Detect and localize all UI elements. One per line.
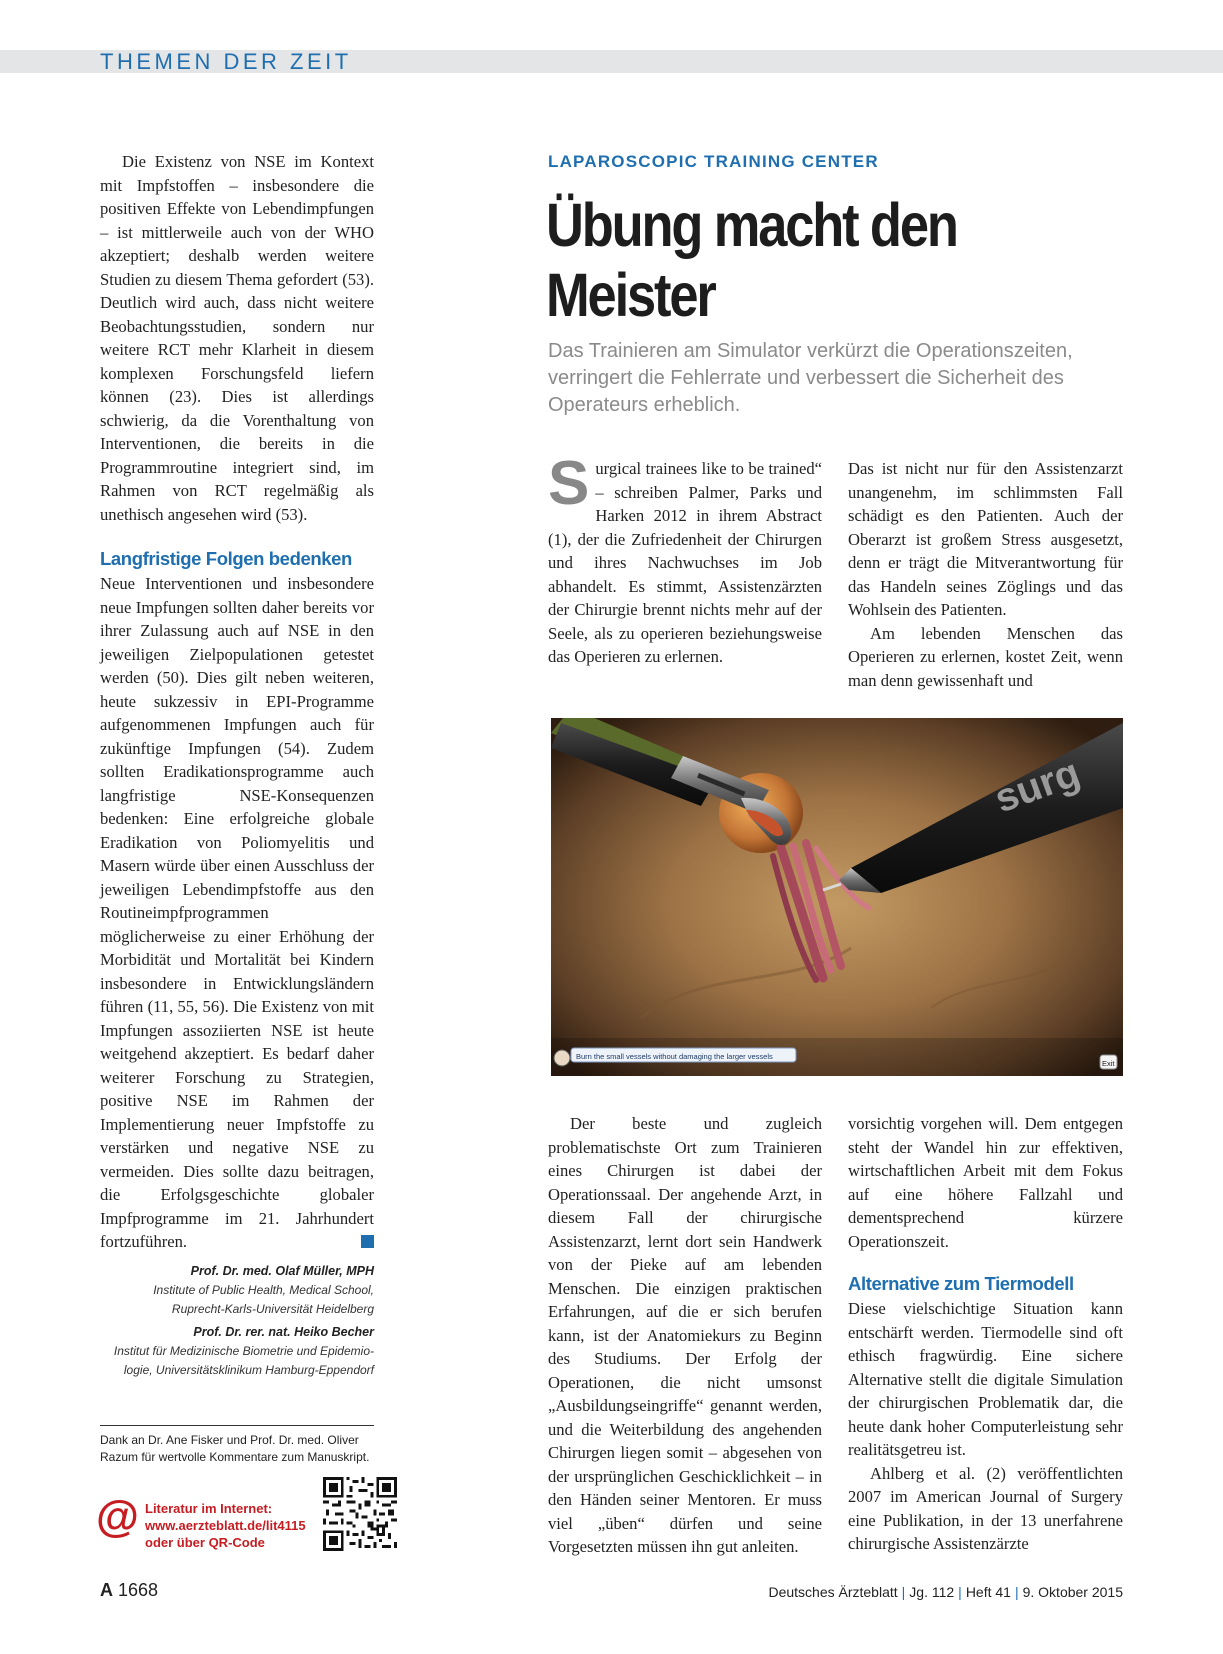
article-subhead: Alternative zum Tiermodell — [848, 1273, 1074, 1294]
left-subhead: Langfristige Folgen bedenken — [100, 548, 352, 569]
footer-journal: Deutsches Ärzteblatt — [768, 1584, 898, 1600]
article-headline — [546, 190, 1028, 330]
author-2-institute-line-1: Institut für Medizinische Biometrie und Epidemio- — [113, 1343, 374, 1358]
article-col1-top-text: urgical trainees like to be trained“ – schreiben Palmer, Parks und Harken 2012 in ihrem Abstract (1), der die Zufriedenheit der Chirurgen und ihres Nachwuchses im Job abhandelt. Es stimmt, Assistenzärzten der Chirurgie brennt nichts mehr auf der Seele, als zu operieren beziehungsweise das Operieren zu erlernen. — [548, 459, 822, 666]
headline-line-2: Meister — [546, 261, 715, 329]
author-2-institute-line-2: logie, Universitätsklinikum Hamburg-Eppendorf — [123, 1362, 374, 1377]
drop-cap: S — [548, 449, 590, 518]
literature-link[interactable] — [145, 1500, 306, 1551]
footer-citation: Deutsches Ärzteblatt | Jg. 112 | Heft 41 | 9. Oktober 2015 — [768, 1584, 1123, 1600]
instructor-avatar-icon — [554, 1050, 570, 1066]
surgical-simulator-photo — [551, 718, 1123, 1076]
author-1-institute-line-2: Ruprecht-Karls-Universität Heidelberg — [171, 1301, 374, 1316]
author-1-institute-line-1: Institute of Public Health, Medical School, — [153, 1282, 374, 1297]
article-col2-top-paragraph-1: Das ist nicht nur für den Assistenzarzt unangenehm, im schlimmsten Fall schädigt es den Patienten. Auch der Oberarzt ist großem Stress ausgesetzt, denn er trägt die Mitverantwortung für das Handeln seines Zöglings und das Wohlsein des Patienten. — [848, 459, 1123, 619]
exit-button-label[interactable]: Exit — [1102, 1059, 1115, 1068]
footer-date: 9. Oktober 2015 — [1022, 1584, 1123, 1600]
left-column — [100, 150, 374, 1380]
end-of-article-marker — [361, 1235, 374, 1248]
page-number-value: 1668 — [118, 1580, 159, 1600]
article-column-1-top — [548, 449, 822, 669]
at-sign-icon: @ — [96, 1492, 139, 1541]
instrument-brand-text: surg — [989, 750, 1086, 822]
article-col1-bottom-text: Der beste und zugleich problematischste Ort zum Trainieren eines Chirurgen ist dabei der Operationssaal. Der angehende Arzt, in diesem Fall der chirurgische Assistenzarzt, lernt dort sein Handwerk von der Pieke auf am lebenden Menschen. Die einzigen praktischen Erfahrungen, auf die er sich berufen kann, ist der Anatomiekurs zu Beginn des Studiums. Der Erfolg der Operationen, die nicht umsonst „Ausbildungseingriffe“ genannt werden, und die Weiterbildung des angehenden Chirurgen liegen somit – abgesehen von der ursprünglichen Geschicklichkeit – in den Händen seiner Mentoren. Er muss viel „üben“ dürfen und seine Vorgesetzten müssen ihn gut anleiten. — [548, 1114, 822, 1556]
author-2-name: Prof. Dr. rer. nat. Heiko Becher — [193, 1324, 374, 1339]
simulator-scene-image — [551, 718, 1123, 1076]
article-col2-top-paragraph-2: Am lebenden Menschen das Operieren zu erlernen, kostet Zeit, wenn man denn gewissenhaft und — [848, 623, 1123, 690]
page-number — [100, 1580, 158, 1601]
article-kicker: LAPAROSCOPIC TRAINING CENTER — [548, 152, 879, 171]
page-prefix: A — [100, 1580, 113, 1600]
section-title: THEMEN DER ZEIT — [100, 49, 352, 74]
footer-volume: Jg. 112 — [909, 1584, 955, 1600]
article-column-2-bottom — [848, 1112, 1123, 1556]
qr-code-icon[interactable] — [323, 1477, 397, 1551]
author-1-name: Prof. Dr. med. Olaf Müller, MPH — [190, 1263, 374, 1278]
literature-url[interactable]: www.aerzteblatt.de/lit4115 — [145, 1518, 306, 1533]
article-lead: Das Trainieren am Simulator verkürzt die Operationszeiten, verringert die Fehlerrate und verbessert die Sicherheit des Operateurs erheblich. — [548, 340, 1073, 416]
footer-issue: Heft 41 — [965, 1584, 1011, 1600]
left-paragraph-1: Die Existenz von NSE im Kontext mit Impfstoffen – insbesondere die positiven Effekte von Lebendimpfungen – ist mittlerweile auch von der WHO akzeptiert; deshalb werden weitere Studien zu diesem Thema gefordert (53). Deutlich wird auch, dass nicht weitere Beobachtungsstudien, sondern nur weitere RCT mehr Klarheit in diesem komplexen Forschungsfeld liefern können (23). Dies ist allerdings schwierig, da die Vorenthaltung von Interventionen, die bereits in die Programmroutine integriert sind, im Rahmen von RCT regelmäßig als unethisch angesehen wird (53). — [100, 152, 374, 524]
literature-label: Literatur im Internet: — [145, 1501, 273, 1516]
article-col2-bottom-paragraph-2: Diese vielschichtige Situation kann entschärft werden. Tiermodelle sind oft ethisch fragwürdig. Eine sichere Alternative stellt die digitale Simulation der chirurgischen Problematik dar, die heute dank hoher Computerleistung sehr realitätsgetreu ist. — [848, 1299, 1123, 1459]
article-column-1-bottom — [548, 1112, 822, 1559]
left-paragraph-2: Neue Interventionen und insbesondere neue Impfungen sollten daher bereits vor ihrer Zulassung auch auf NSE in den jeweiligen Zielpopulationen getestet werden (50). Dies gilt neben weiteren, heute sukzessiv in EPI-Programme aufgenommenen Impfungen auch für zukünftige Impfungen (54). Zudem sollten Eradikationsprogramme auch langfristige NSE-Konsequenzen bedenken: Eine erfolgreiche globale Eradikation von Poliomyelitis und Masern würde über einen Ausschluss der jeweiligen Lebendimpfstoffe aus den Routineimpfprogrammen möglicherweise zu einer Erhöhung der Morbidität und Mortalität bei Kindern insbesondere in Entwicklungsländern führen (11, 55, 56). Die Existenz von mit Impfungen assoziierten NSE ist heute weitgehend akzeptiert. Es bedarf daher weiterer Forschung zu Strategien, positive NSE im Rahmen der Implementierung neuer Impfstoffe zu verstärken und negative NSE zu vermeiden. Dies sollte dazu beitragen, die Erfolgsgeschichte globaler Impfprogramme im 21. Jahrhundert fortzuführen. — [100, 574, 374, 1251]
headline-line-1: Übung macht den — [546, 191, 957, 259]
literature-qr-hint: oder über QR-Code — [145, 1535, 265, 1550]
instruction-text: Burn the small vessels without damaging the larger vessels — [576, 1052, 773, 1061]
acknowledgement: Dank an Dr. Ane Fisker und Prof. Dr. med. Oliver Razum für wertvolle Kommentare zum Manuskript. — [100, 1425, 374, 1466]
article-column-2-top — [848, 457, 1123, 692]
article-col2-bottom-paragraph-3: Ahlberg et al. (2) veröffentlichten 2007 im American Journal of Surgery eine Publikation, in der 13 unerfahrene chirurgische Assistenzärzte — [848, 1463, 1123, 1553]
article-col2-bottom-paragraph-1: vorsichtig vorgehen will. Dem entgegen steht der Wandel hin zur effektiven, wirtschaftlichen Arbeit mit dem Fokus auf eine höhere Fallzahl und dementsprechend kürzere Operationszeit. — [848, 1114, 1123, 1251]
